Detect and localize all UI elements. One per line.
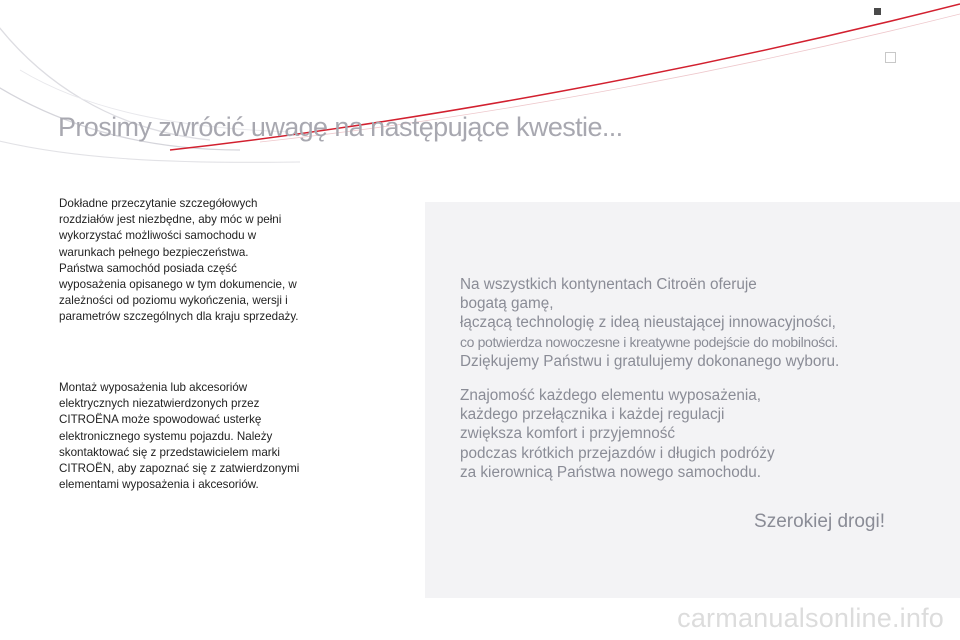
text-line: Państwa samochód posiada część — [59, 261, 237, 275]
text-line: skontaktować się z przedstawicielem marki — [59, 445, 281, 459]
text-line: elektronicznego systemu pojazdu. Należy — [59, 429, 273, 443]
grey-curve-lower — [0, 140, 300, 162]
text-line: bogatą gamę, — [460, 295, 554, 313]
text-line: łączącą technologię z ideą nieustającej innowacyjności, — [460, 314, 836, 332]
text-line: rozdziałów jest niezbędne, aby móc w pełni — [59, 213, 282, 227]
text-line: Na wszystkich kontynentach Citroën oferuje — [460, 276, 757, 293]
panel-intro-text — [460, 275, 940, 371]
page-title: Prosimy zwrócić uwagę na następujące kwestie... — [58, 112, 623, 142]
text-line: wyposażenia opisanego w tym dokumencie, w — [59, 278, 297, 292]
left-paragraph-reading-notice — [59, 196, 329, 326]
text-line: Dokładne przeczytanie szczegółowych — [59, 197, 258, 210]
text-line: zwiększa komfort i przyjemność — [460, 425, 676, 443]
text-line: wykorzystać możliwości samochodu w — [59, 229, 257, 243]
corner-marker-square — [874, 8, 881, 15]
text-line: co potwierdza nowoczesne i kreatywne podejście do mobilności. — [460, 333, 838, 350]
text-line: warunkach pełnego bezpieczeństwa. — [59, 245, 249, 259]
text-line: podczas krótkich przejazdów i długich podróży — [460, 444, 775, 462]
text-line: Znajomość każdego elementu wyposażenia, — [460, 387, 762, 404]
corner-outline-box — [885, 52, 896, 63]
left-paragraph-accessories-notice — [59, 380, 329, 493]
text-line: każdego przełącznika i każdej regulacji — [460, 406, 725, 424]
text-line: elektrycznych niezatwierdzonych przez — [59, 397, 260, 411]
text-line: elementami wyposażenia i akcesoriów. — [59, 478, 259, 492]
watermark-text: carmanualsonline.info — [677, 603, 944, 633]
text-line: parametrów szczególnych dla kraju sprzedaży. — [59, 310, 299, 324]
farewell-text: Szerokiej drogi! — [754, 511, 885, 532]
text-line: Montaż wyposażenia lub akcesoriów — [59, 381, 248, 394]
text-line: za kierownicą Państwa nowego samochodu. — [460, 463, 762, 481]
text-line: CITROËN, aby zapoznać się z zatwierdzonymi — [59, 462, 300, 476]
text-line: Dziękujemy Państwu i gratulujemy dokonanego wyboru. — [460, 352, 840, 370]
panel-knowledge-text — [460, 386, 940, 482]
text-line: CITROËNA może spowodować usterkę — [59, 413, 262, 427]
text-line: zależności od poziomu wykończenia, wersji i — [59, 294, 288, 308]
